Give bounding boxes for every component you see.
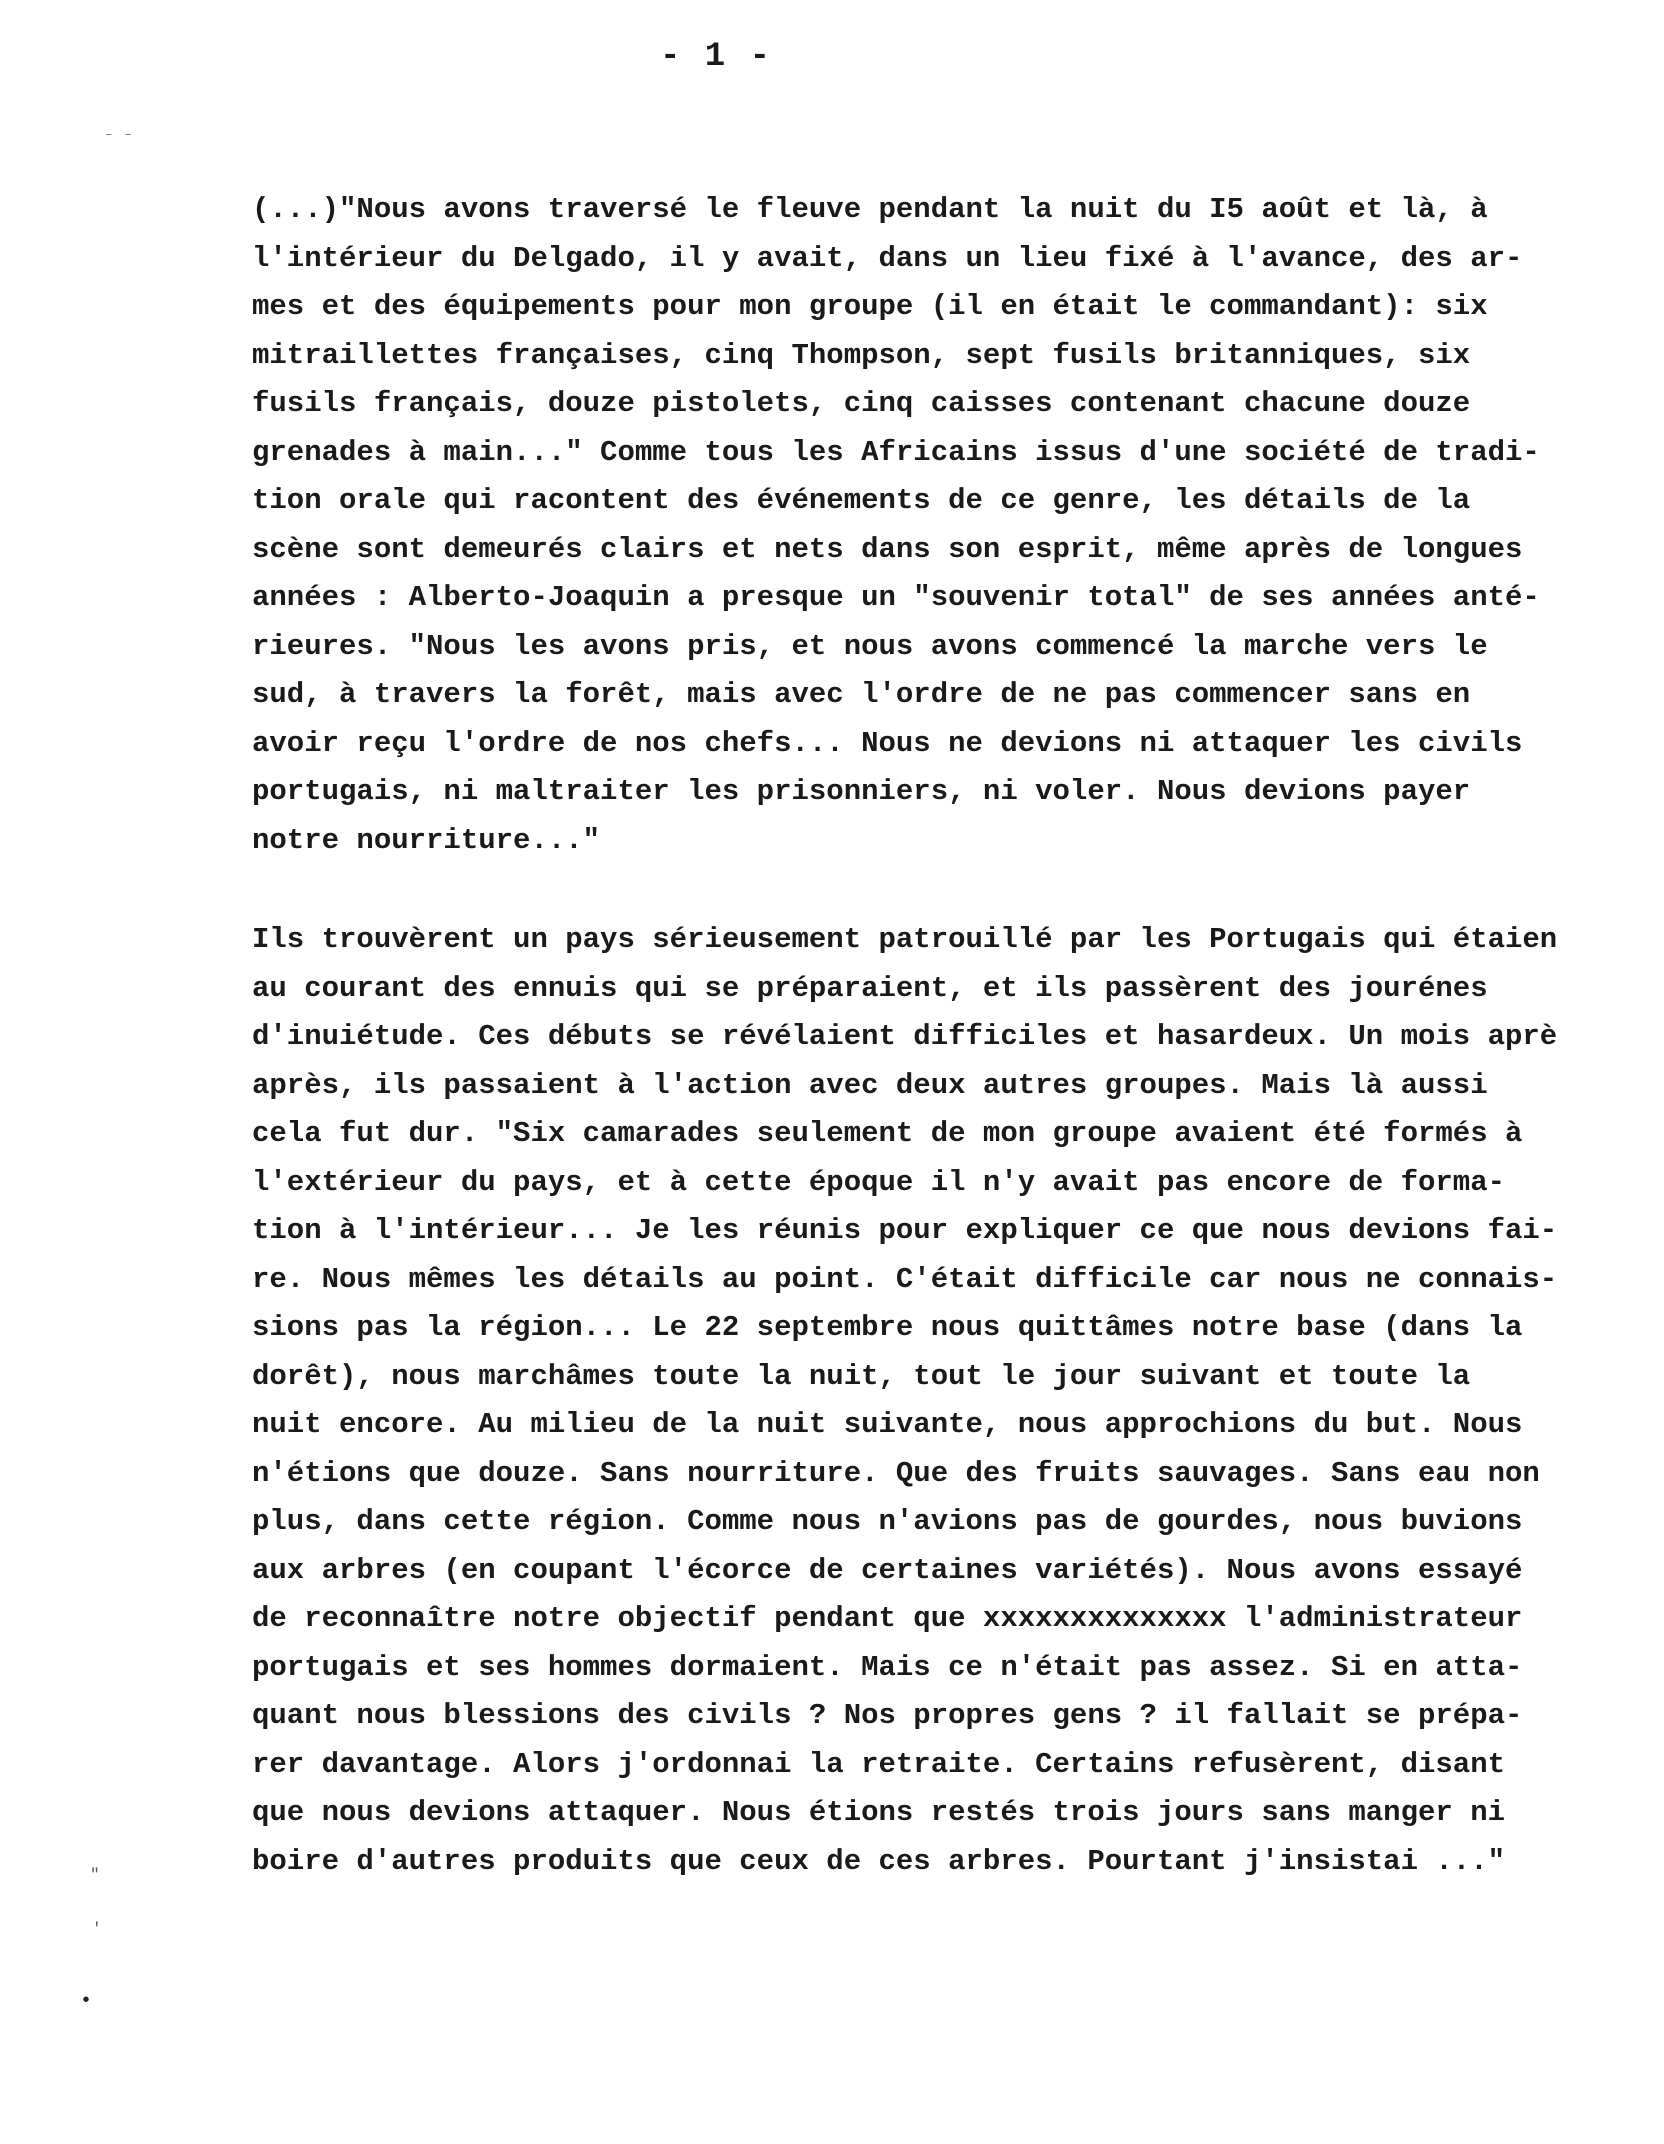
text-line: re. Nous mêmes les détails au point. C'était difficile car nous ne connais- bbox=[252, 1262, 1558, 1296]
text-line: années : Alberto-Joaquin a presque un "souvenir total" de ses années anté- bbox=[252, 581, 1540, 614]
text-line: plus, dans cette région. Comme nous n'avions pas de gourdes, nous buvions bbox=[252, 1505, 1523, 1538]
text-line: tion orale qui racontent des événements de ce genre, les détails de la bbox=[252, 484, 1471, 517]
paragraph-2 bbox=[252, 916, 1632, 1886]
text-line: portugais et ses hommes dormaient. Mais ce n'était pas assez. Si en atta- bbox=[252, 1650, 1523, 1684]
text-line: cela fut dur. "Six camarades seulement de mon groupe avaient été formés à bbox=[252, 1117, 1523, 1150]
text-line: après, ils passaient à l'action avec deux autres groupes. Mais là aussi bbox=[252, 1068, 1488, 1102]
text-line: tion à l'intérieur... Je les réunis pour expliquer ce que nous devions fai- bbox=[252, 1214, 1558, 1247]
text-line: sud, à travers la forêt, mais avec l'ordre de ne pas commencer sans en bbox=[252, 678, 1471, 711]
text-line: que nous devions attaquer. Nous étions restés trois jours sans manger ni bbox=[252, 1796, 1506, 1829]
page-number: - 1 - bbox=[660, 38, 773, 76]
text-line: notre nourriture..." bbox=[252, 823, 601, 857]
text-line: scène sont demeurés clairs et nets dans son esprit, même après de longues bbox=[252, 532, 1523, 566]
text-line: sions pas la région... Le 22 septembre nous quittâmes notre base (dans la bbox=[252, 1311, 1523, 1344]
text-line: nuit encore. Au milieu de la nuit suivante, nous approchions du but. Nous bbox=[252, 1408, 1523, 1441]
text-line: avoir reçu l'ordre de nos chefs... Nous ne devions ni attaquer les civils bbox=[252, 726, 1523, 760]
text-line: (...)"Nous avons traversé le fleuve pendant la nuit du I5 août et là, à bbox=[252, 193, 1488, 226]
margin-mark: • bbox=[80, 1990, 93, 2013]
text-line: de reconnaître notre objectif pendant que xxxxxxxxxxxxxx l'administrateur bbox=[252, 1602, 1523, 1635]
text-line: portugais, ni maltraiter les prisonniers, ni voler. Nous devions payer bbox=[252, 775, 1471, 808]
text-line: Ils trouvèrent un pays sérieusement patrouillé par les Portugais qui étaien bbox=[252, 923, 1558, 956]
text-line: d'inuiétude. Ces débuts se révélaient difficiles et hasardeux. Un mois aprè bbox=[252, 1020, 1558, 1053]
text-line: aux arbres (en coupant l'écorce de certaines variétés). Nous avons essayé bbox=[252, 1553, 1523, 1587]
text-line: l'extérieur du pays, et à cette époque il n'y avait pas encore de forma- bbox=[252, 1165, 1506, 1199]
text-line: dorêt), nous marchâmes toute la nuit, tout le jour suivant et toute la bbox=[252, 1359, 1471, 1393]
text-line: grenades à main..." Comme tous les Africains issus d'une société de tradi- bbox=[252, 435, 1540, 469]
text-line: au courant des ennuis qui se préparaient, et ils passèrent des jourénes bbox=[252, 971, 1488, 1005]
text-line: quant nous blessions des civils ? Nos propres gens ? il fallait se prépa- bbox=[252, 1699, 1523, 1732]
margin-mark: ⁻ ⁻ bbox=[104, 130, 133, 148]
margin-mark: " bbox=[90, 1866, 100, 1884]
text-line: rieures. "Nous les avons pris, et nous avons commencé la marche vers le bbox=[252, 629, 1488, 663]
text-line: mes et des équipements pour mon groupe (il en était le commandant): six bbox=[252, 290, 1488, 323]
text-line: fusils français, douze pistolets, cinq caisses contenant chacune douze bbox=[252, 387, 1471, 420]
paragraph-1 bbox=[252, 186, 1632, 865]
text-line: l'intérieur du Delgado, il y avait, dans un lieu fixé à l'avance, des ar- bbox=[252, 241, 1523, 275]
margin-mark: ' bbox=[92, 1920, 102, 1938]
text-line: boire d'autres produits que ceux de ces arbres. Pourtant j'insistai ..." bbox=[252, 1844, 1506, 1878]
text-line: rer davantage. Alors j'ordonnai la retraite. Certains refusèrent, disant bbox=[252, 1747, 1506, 1781]
text-line: mitraillettes françaises, cinq Thompson, sept fusils britanniques, six bbox=[252, 338, 1471, 372]
text-line: n'étions que douze. Sans nourriture. Que des fruits sauvages. Sans eau non bbox=[252, 1456, 1540, 1490]
